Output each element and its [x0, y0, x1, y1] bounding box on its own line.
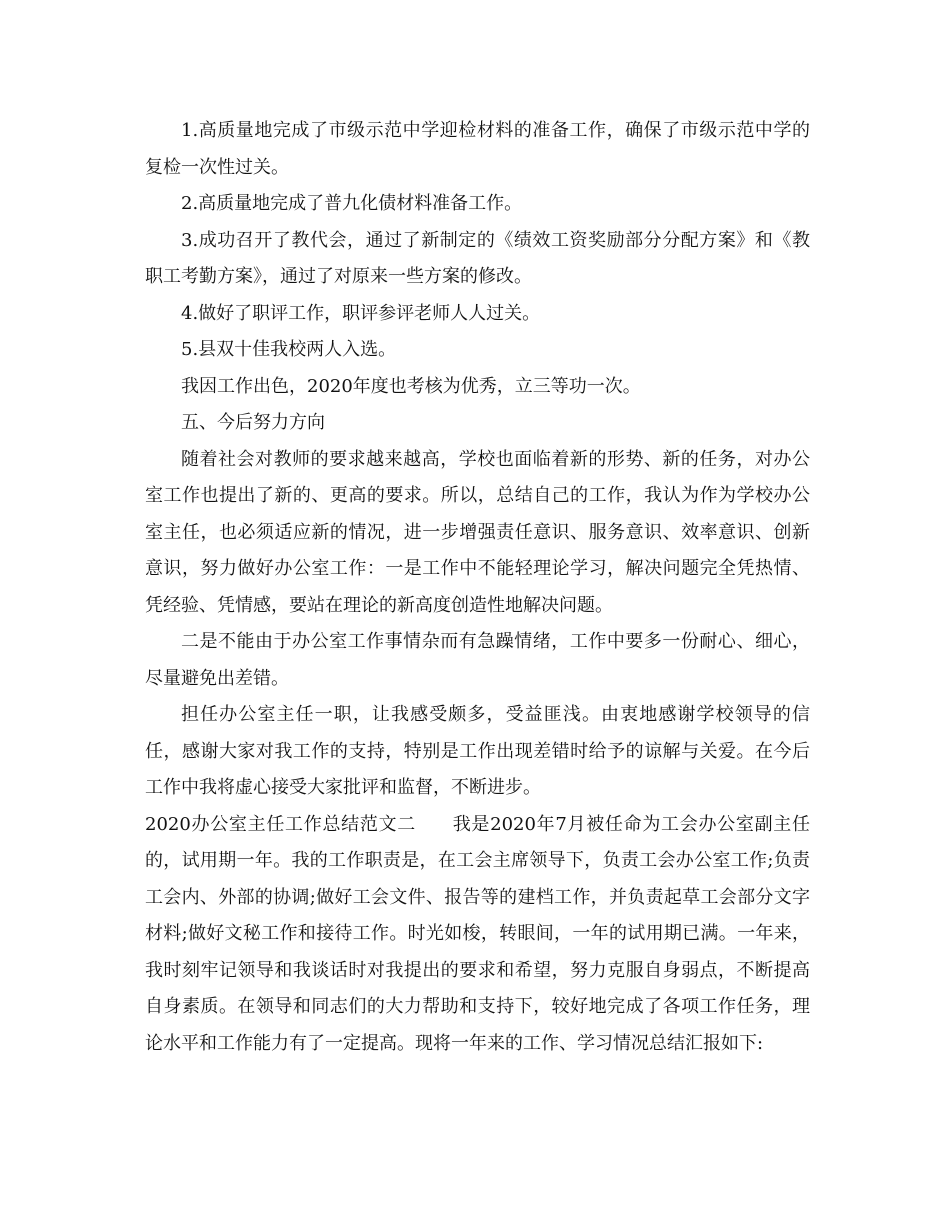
award-paragraph: 我因工作出色，2020年度也考核为优秀，立三等功一次。 [181, 375, 641, 397]
body-paragraph-3: 担任办公室主任一职，让我感受颇多，受益匪浅。由衷地感谢学校领导的信任，感谢大家对我工作的支持，特别是工作出现差错时给予的谅解与关爱。在今后工作中我将虚心接受大家批评和监督，不断进步。 [145, 704, 810, 798]
section-heading: 五、今后努力方向 [181, 412, 325, 433]
achievement-item-1: 1.高质量地完成了市级示范中学迎检材料的准备工作，确保了市级示范中学的复检一次性过关。 [145, 120, 810, 178]
second-article-paragraph [145, 807, 810, 1063]
body-paragraph-2: 二是不能由于办公室工作事情杂而有急躁情绪，工作中要多一份耐心、细心，尽量避免出差错。 [145, 631, 810, 689]
second-article-body: 我是2020年7月被任命为工会办公室副主任的，试用期一年。我的工作职责是，在工会主席领导下，负责工会办公室工作;负责工会内、外部的协调;做好工会文件、报告等的建档工作，并负责起草工会部分文字材料;做好文秘工作和接待工作。时光如梭，转眼间，一年的试用期已满。一年来，我时刻牢记领导和我谈话时对我提出的要求和希望，努力克服自身弱点，不断提高自身素质。在领导和同志们的大力帮助和支持下，较好地完成了各项工作任务，理论水平和工作能力有了一定提高。现将一年来的工作、学习情况总结汇报如下: [145, 813, 811, 1054]
body-paragraph-1: 随着社会对教师的要求越来越高，学校也面临着新的形势、新的任务，对办公室工作也提出了新的、更高的要求。所以，总结自己的工作，我认为作为学校办公室主任，也必须适应新的情况，进一步增强责任意识、服务意识、效率意识、创新意识，努力做好办公室工作：一是工作中不能轻理论学习，解决问题完全凭热情、凭经验、凭情感，要站在理论的新高度创造性地解决问题。 [145, 448, 810, 616]
achievement-item-3: 3.成功召开了教代会，通过了新制定的《绩效工资奖励部分分配方案》和《教职工考勤方案》，通过了对原来一些方案的修改。 [145, 229, 810, 287]
achievement-item-2: 2.高质量地完成了普九化债材料准备工作。 [181, 193, 523, 214]
second-article-title: 2020办公室主任工作总结范文二 [145, 813, 417, 835]
achievement-item-4: 4.做好了职评工作，职评参评老师人人过关。 [181, 302, 541, 324]
document-body [145, 113, 810, 1062]
achievement-item-5: 5.县双十佳我校两人入选。 [181, 339, 397, 360]
